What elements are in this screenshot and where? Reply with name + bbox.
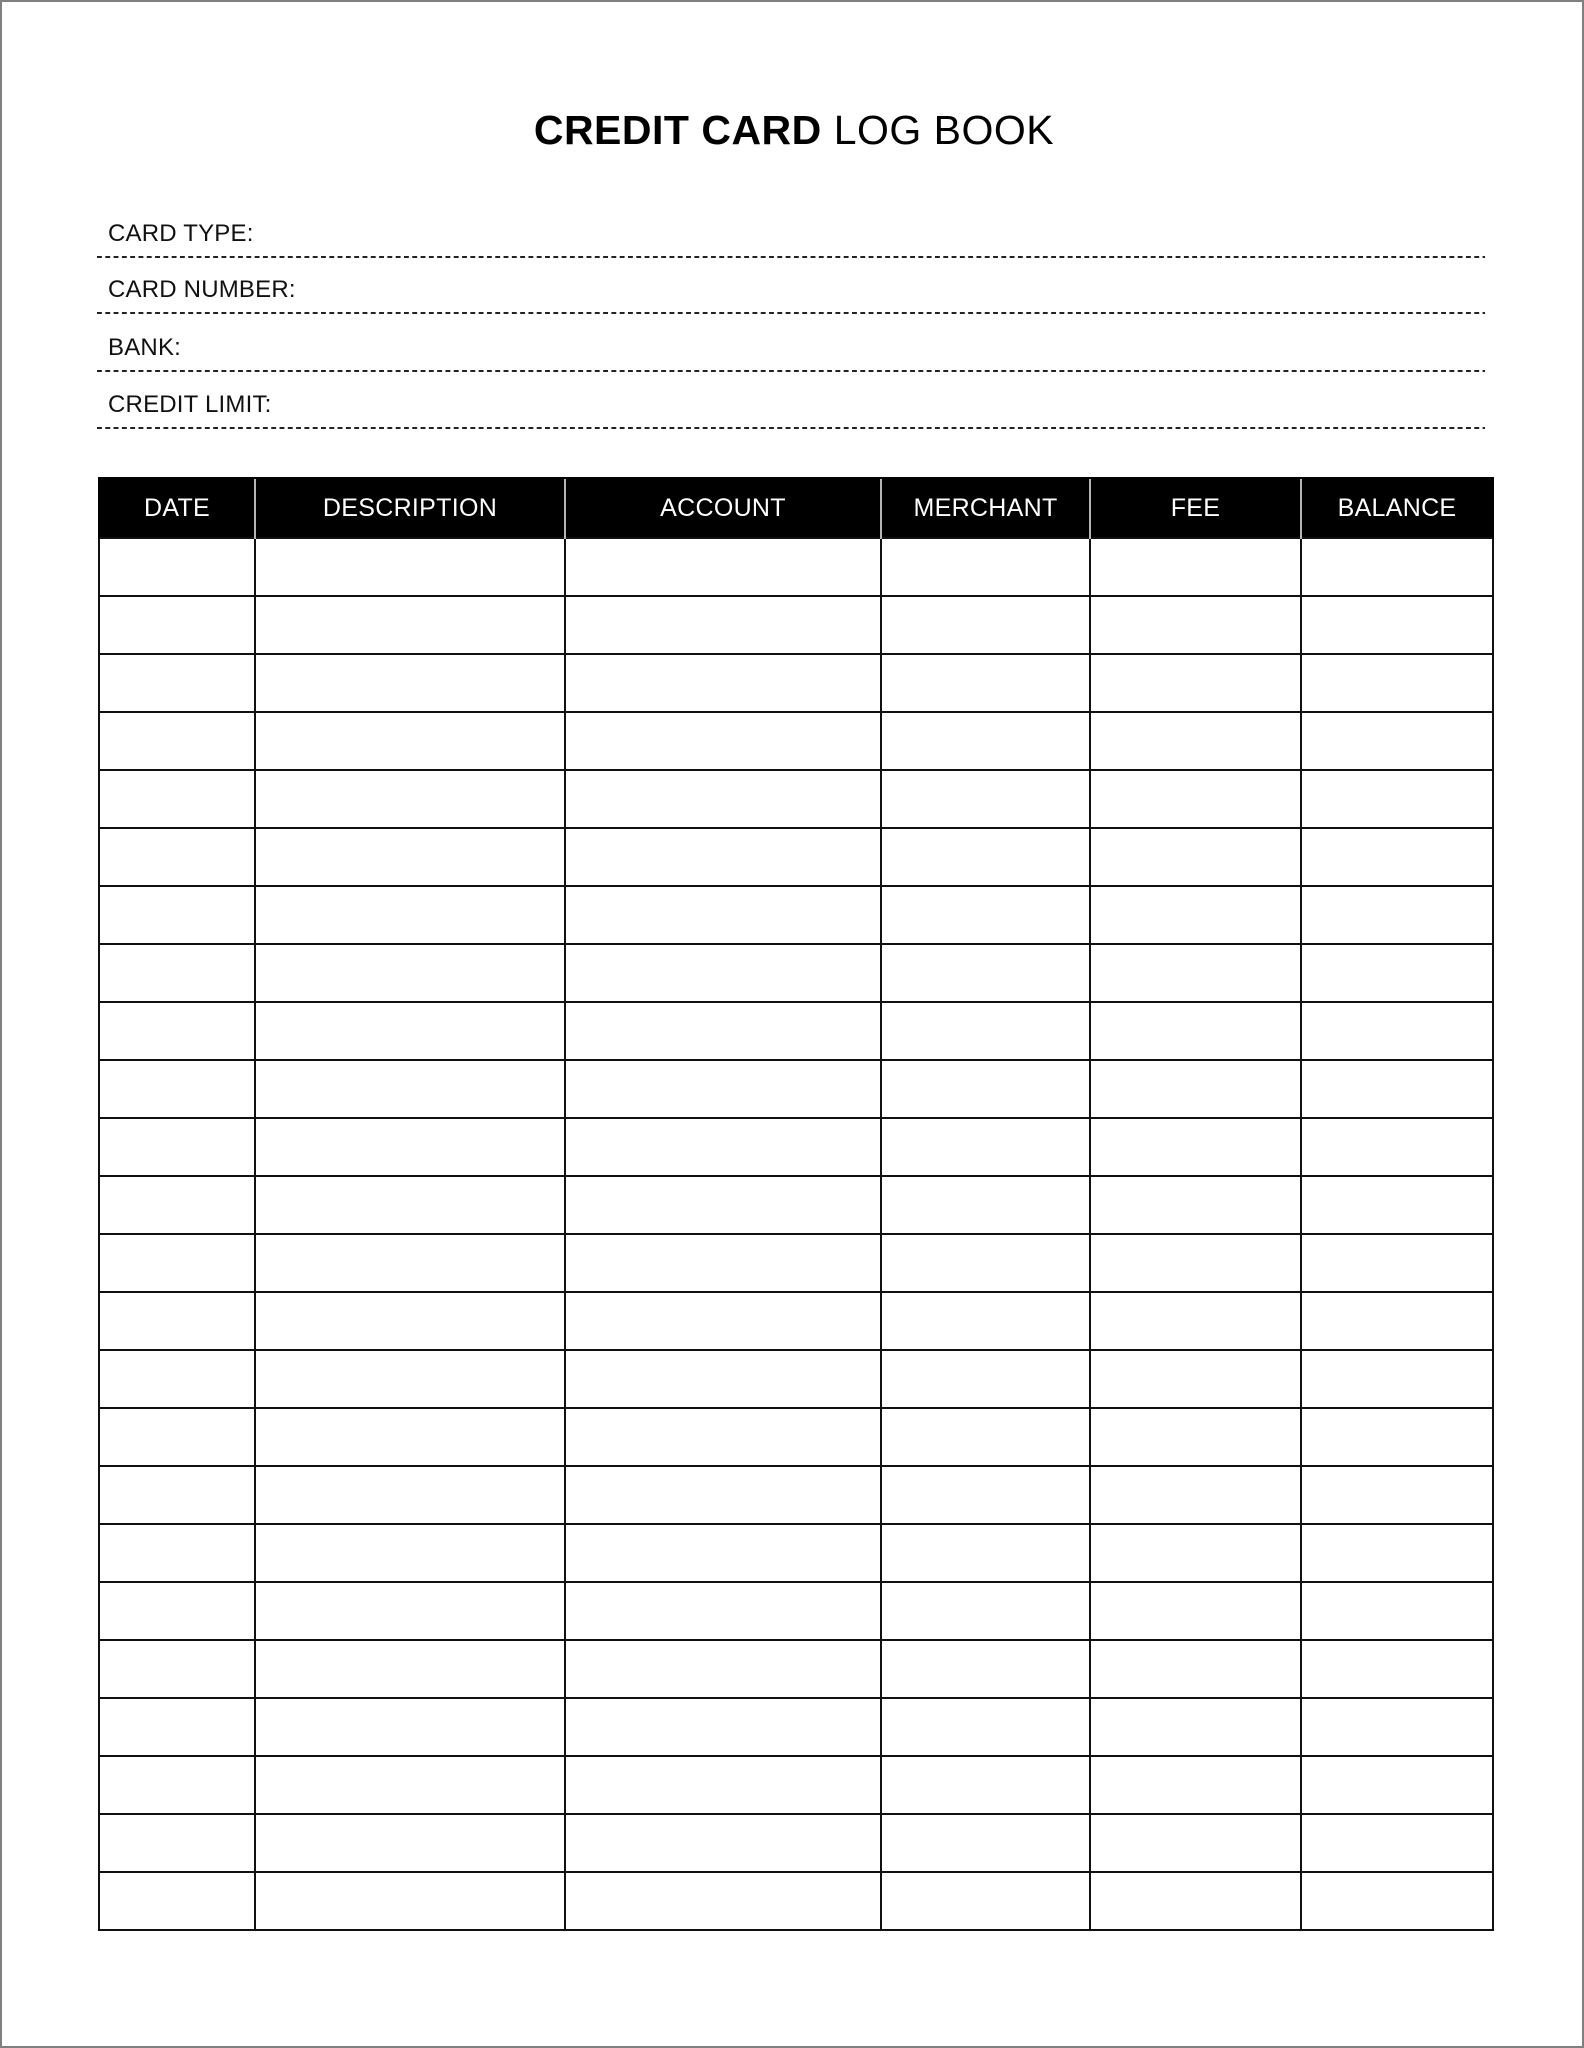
cell-description[interactable] bbox=[255, 1118, 565, 1176]
cell-account[interactable] bbox=[565, 1176, 881, 1234]
table-row bbox=[99, 944, 1493, 1002]
cell-description[interactable] bbox=[255, 770, 565, 828]
cell-description[interactable] bbox=[255, 1060, 565, 1118]
cell-fee[interactable] bbox=[1090, 1292, 1301, 1350]
cell-merchant[interactable] bbox=[881, 1698, 1090, 1756]
cell-account[interactable] bbox=[565, 944, 881, 1002]
cell-fee[interactable] bbox=[1090, 1408, 1301, 1466]
cell-description[interactable] bbox=[255, 886, 565, 944]
info-field-card-type[interactable] bbox=[97, 200, 1485, 258]
cell-date[interactable] bbox=[99, 596, 255, 654]
cell-fee[interactable] bbox=[1090, 1002, 1301, 1060]
cell-fee[interactable] bbox=[1090, 538, 1301, 596]
table-row bbox=[99, 1756, 1493, 1814]
cell-fee[interactable] bbox=[1090, 1234, 1301, 1292]
cell-account[interactable] bbox=[565, 1350, 881, 1408]
cell-account[interactable] bbox=[565, 1002, 881, 1060]
cell-balance[interactable] bbox=[1301, 712, 1493, 770]
cell-date[interactable] bbox=[99, 1582, 255, 1640]
cell-account[interactable] bbox=[565, 886, 881, 944]
cell-date[interactable] bbox=[99, 1176, 255, 1234]
cell-date[interactable] bbox=[99, 1002, 255, 1060]
cell-description[interactable] bbox=[255, 828, 565, 886]
cell-merchant[interactable] bbox=[881, 1756, 1090, 1814]
cell-account[interactable] bbox=[565, 1292, 881, 1350]
table-row bbox=[99, 770, 1493, 828]
cell-account[interactable] bbox=[565, 1756, 881, 1814]
cell-date[interactable] bbox=[99, 1292, 255, 1350]
cell-account[interactable] bbox=[565, 712, 881, 770]
column-header-fee: FEE bbox=[1090, 478, 1301, 538]
cell-fee[interactable] bbox=[1090, 654, 1301, 712]
cell-merchant[interactable] bbox=[881, 1350, 1090, 1408]
cell-description[interactable] bbox=[255, 1408, 565, 1466]
cell-balance[interactable] bbox=[1301, 1176, 1493, 1234]
cell-account[interactable] bbox=[565, 1640, 881, 1698]
cell-account[interactable] bbox=[565, 1234, 881, 1292]
cell-date[interactable] bbox=[99, 1698, 255, 1756]
table-body bbox=[99, 538, 1493, 1930]
cell-date[interactable] bbox=[99, 886, 255, 944]
cell-merchant[interactable] bbox=[881, 828, 1090, 886]
cell-date[interactable] bbox=[99, 712, 255, 770]
credit-limit-dashed-line bbox=[97, 427, 1485, 429]
cell-fee[interactable] bbox=[1090, 1640, 1301, 1698]
cell-balance[interactable] bbox=[1301, 1350, 1493, 1408]
cell-balance[interactable] bbox=[1301, 596, 1493, 654]
cell-date[interactable] bbox=[99, 1814, 255, 1872]
cell-balance[interactable] bbox=[1301, 1756, 1493, 1814]
table-row bbox=[99, 1814, 1493, 1872]
cell-balance[interactable] bbox=[1301, 538, 1493, 596]
column-header-description: DESCRIPTION bbox=[255, 478, 565, 538]
cell-date[interactable] bbox=[99, 828, 255, 886]
cell-fee[interactable] bbox=[1090, 1698, 1301, 1756]
table-row bbox=[99, 538, 1493, 596]
cell-balance[interactable] bbox=[1301, 1292, 1493, 1350]
cell-date[interactable] bbox=[99, 1756, 255, 1814]
cell-merchant[interactable] bbox=[881, 1292, 1090, 1350]
cell-fee[interactable] bbox=[1090, 1118, 1301, 1176]
table-row bbox=[99, 886, 1493, 944]
cell-fee[interactable] bbox=[1090, 1756, 1301, 1814]
cell-balance[interactable] bbox=[1301, 828, 1493, 886]
cell-fee[interactable] bbox=[1090, 828, 1301, 886]
cell-account[interactable] bbox=[565, 1118, 881, 1176]
cell-fee[interactable] bbox=[1090, 1582, 1301, 1640]
cell-fee[interactable] bbox=[1090, 1176, 1301, 1234]
table-row bbox=[99, 712, 1493, 770]
table-header-row bbox=[99, 478, 1493, 538]
cell-merchant[interactable] bbox=[881, 1176, 1090, 1234]
column-header-merchant: MERCHANT bbox=[881, 478, 1090, 538]
cell-merchant[interactable] bbox=[881, 1002, 1090, 1060]
cell-fee[interactable] bbox=[1090, 1060, 1301, 1118]
info-field-card-number[interactable] bbox=[97, 256, 1485, 314]
cell-merchant[interactable] bbox=[881, 654, 1090, 712]
cell-fee[interactable] bbox=[1090, 1524, 1301, 1582]
cell-fee[interactable] bbox=[1090, 770, 1301, 828]
title-light: LOG BOOK bbox=[833, 107, 1055, 153]
cell-description[interactable] bbox=[255, 1002, 565, 1060]
cell-balance[interactable] bbox=[1301, 1234, 1493, 1292]
cell-description[interactable] bbox=[255, 596, 565, 654]
cell-date[interactable] bbox=[99, 770, 255, 828]
cell-fee[interactable] bbox=[1090, 1872, 1301, 1930]
cell-merchant[interactable] bbox=[881, 770, 1090, 828]
cell-description[interactable] bbox=[255, 1640, 565, 1698]
cell-description[interactable] bbox=[255, 1176, 565, 1234]
cell-merchant[interactable] bbox=[881, 1060, 1090, 1118]
cell-account[interactable] bbox=[565, 828, 881, 886]
table-row bbox=[99, 596, 1493, 654]
cell-merchant[interactable] bbox=[881, 1234, 1090, 1292]
table-row bbox=[99, 1582, 1493, 1640]
cell-fee[interactable] bbox=[1090, 712, 1301, 770]
cell-balance[interactable] bbox=[1301, 1060, 1493, 1118]
cell-balance[interactable] bbox=[1301, 1524, 1493, 1582]
cell-fee[interactable] bbox=[1090, 944, 1301, 1002]
column-header-balance: BALANCE bbox=[1301, 478, 1493, 538]
table-row bbox=[99, 1292, 1493, 1350]
table-row bbox=[99, 828, 1493, 886]
cell-date[interactable] bbox=[99, 538, 255, 596]
cell-fee[interactable] bbox=[1090, 1814, 1301, 1872]
cell-merchant[interactable] bbox=[881, 1582, 1090, 1640]
cell-merchant[interactable] bbox=[881, 1524, 1090, 1582]
table-row bbox=[99, 1234, 1493, 1292]
cell-description[interactable] bbox=[255, 1292, 565, 1350]
cell-date[interactable] bbox=[99, 1524, 255, 1582]
cell-account[interactable] bbox=[565, 1408, 881, 1466]
cell-description[interactable] bbox=[255, 1756, 565, 1814]
cell-account[interactable] bbox=[565, 1060, 881, 1118]
cell-merchant[interactable] bbox=[881, 1814, 1090, 1872]
cell-description[interactable] bbox=[255, 1698, 565, 1756]
cell-merchant[interactable] bbox=[881, 1872, 1090, 1930]
table-row bbox=[99, 1118, 1493, 1176]
cell-balance[interactable] bbox=[1301, 1002, 1493, 1060]
cell-balance[interactable] bbox=[1301, 1118, 1493, 1176]
credit-limit-label: CREDIT LIMIT: bbox=[108, 391, 272, 418]
cell-merchant[interactable] bbox=[881, 1466, 1090, 1524]
column-header-date: DATE bbox=[99, 478, 255, 538]
cell-balance[interactable] bbox=[1301, 1872, 1493, 1930]
info-field-bank[interactable] bbox=[97, 314, 1485, 372]
cell-account[interactable] bbox=[565, 1814, 881, 1872]
cell-balance[interactable] bbox=[1301, 1640, 1493, 1698]
cell-account[interactable] bbox=[565, 1698, 881, 1756]
transaction-log-table bbox=[98, 477, 1494, 1931]
cell-account[interactable] bbox=[565, 1524, 881, 1582]
card-number-label: CARD NUMBER: bbox=[108, 276, 296, 303]
cell-account[interactable] bbox=[565, 596, 881, 654]
table-row bbox=[99, 1524, 1493, 1582]
table-row bbox=[99, 1640, 1493, 1698]
cell-fee[interactable] bbox=[1090, 596, 1301, 654]
cell-description[interactable] bbox=[255, 712, 565, 770]
page-title bbox=[2, 102, 1584, 158]
cell-fee[interactable] bbox=[1090, 1350, 1301, 1408]
cell-balance[interactable] bbox=[1301, 886, 1493, 944]
cell-fee[interactable] bbox=[1090, 1466, 1301, 1524]
title-bold: CREDIT CARD bbox=[533, 107, 822, 153]
cell-description[interactable] bbox=[255, 1814, 565, 1872]
cell-fee[interactable] bbox=[1090, 886, 1301, 944]
cell-description[interactable] bbox=[255, 1582, 565, 1640]
table-row bbox=[99, 1408, 1493, 1466]
cell-description[interactable] bbox=[255, 1466, 565, 1524]
cell-merchant[interactable] bbox=[881, 1408, 1090, 1466]
cell-balance[interactable] bbox=[1301, 1698, 1493, 1756]
cell-date[interactable] bbox=[99, 1060, 255, 1118]
cell-description[interactable] bbox=[255, 1872, 565, 1930]
cell-date[interactable] bbox=[99, 1118, 255, 1176]
cell-merchant[interactable] bbox=[881, 596, 1090, 654]
table-row bbox=[99, 1698, 1493, 1756]
table-row bbox=[99, 1872, 1493, 1930]
cell-merchant[interactable] bbox=[881, 1640, 1090, 1698]
table-row bbox=[99, 654, 1493, 712]
cell-balance[interactable] bbox=[1301, 944, 1493, 1002]
cell-balance[interactable] bbox=[1301, 770, 1493, 828]
cell-date[interactable] bbox=[99, 1350, 255, 1408]
cell-date[interactable] bbox=[99, 944, 255, 1002]
cell-description[interactable] bbox=[255, 538, 565, 596]
cell-account[interactable] bbox=[565, 1466, 881, 1524]
cell-date[interactable] bbox=[99, 1872, 255, 1930]
cell-balance[interactable] bbox=[1301, 1466, 1493, 1524]
cell-description[interactable] bbox=[255, 1350, 565, 1408]
cell-merchant[interactable] bbox=[881, 944, 1090, 1002]
cell-merchant[interactable] bbox=[881, 1118, 1090, 1176]
cell-description[interactable] bbox=[255, 1524, 565, 1582]
cell-merchant[interactable] bbox=[881, 712, 1090, 770]
table-row bbox=[99, 1176, 1493, 1234]
cell-date[interactable] bbox=[99, 1640, 255, 1698]
cell-account[interactable] bbox=[565, 1582, 881, 1640]
cell-date[interactable] bbox=[99, 1234, 255, 1292]
cell-account[interactable] bbox=[565, 654, 881, 712]
column-header-account: ACCOUNT bbox=[565, 478, 881, 538]
cell-date[interactable] bbox=[99, 654, 255, 712]
info-field-credit-limit[interactable] bbox=[97, 371, 1485, 429]
table-row bbox=[99, 1350, 1493, 1408]
table-row bbox=[99, 1060, 1493, 1118]
cell-account[interactable] bbox=[565, 1872, 881, 1930]
cell-account[interactable] bbox=[565, 770, 881, 828]
cell-balance[interactable] bbox=[1301, 654, 1493, 712]
cell-balance[interactable] bbox=[1301, 1814, 1493, 1872]
cell-balance[interactable] bbox=[1301, 1582, 1493, 1640]
cell-date[interactable] bbox=[99, 1466, 255, 1524]
table-row bbox=[99, 1002, 1493, 1060]
cell-description[interactable] bbox=[255, 654, 565, 712]
cell-description[interactable] bbox=[255, 1234, 565, 1292]
bank-label: BANK: bbox=[108, 334, 182, 361]
cell-description[interactable] bbox=[255, 944, 565, 1002]
cell-balance[interactable] bbox=[1301, 1408, 1493, 1466]
cell-date[interactable] bbox=[99, 1408, 255, 1466]
card-type-label: CARD TYPE: bbox=[108, 220, 254, 247]
table-row bbox=[99, 1466, 1493, 1524]
cell-account[interactable] bbox=[565, 538, 881, 596]
cell-merchant[interactable] bbox=[881, 538, 1090, 596]
cell-merchant[interactable] bbox=[881, 886, 1090, 944]
